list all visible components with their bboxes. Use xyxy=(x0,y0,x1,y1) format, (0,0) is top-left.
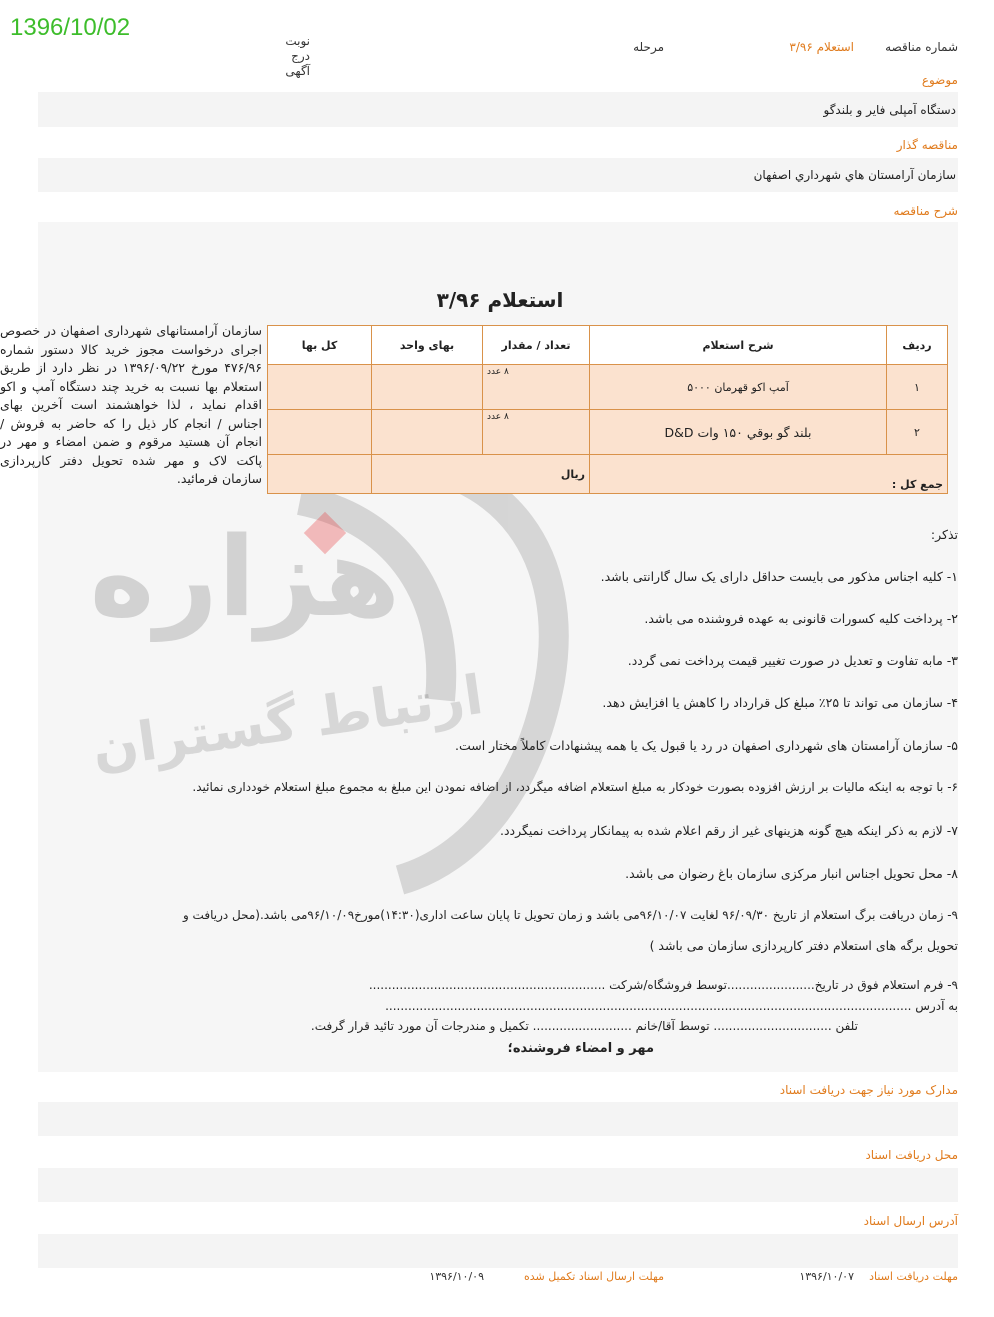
cell-total xyxy=(268,410,372,455)
document-heading: استعلام ۳/۹۶ xyxy=(436,288,564,312)
form-line-phone: تلفن ............................... توسط آقا/خانم .......................... تکمیل و مندرجات آن مورد تائید قرار گرفت. xyxy=(310,1019,858,1033)
cell-quantity: ۸ عدد xyxy=(483,365,590,410)
doc-receive-place-band xyxy=(38,1168,958,1202)
col-total: کل بها xyxy=(268,326,372,365)
required-docs-band xyxy=(38,1102,958,1136)
stage-label: مرحله xyxy=(633,40,664,54)
col-quantity: تعداد / مقدار xyxy=(483,326,590,365)
table-row xyxy=(268,410,948,455)
note-1: ۱- کلیه اجناس مذکور می بایست حداقل دارای یک سال گارانتی باشد. xyxy=(600,569,958,584)
subject-label: موضوع xyxy=(921,73,958,87)
cell-unit-price xyxy=(372,410,483,455)
col-description: شرح استعلام xyxy=(590,326,887,365)
required-docs-label: مدارک مورد نیاز جهت دریافت اسناد xyxy=(779,1083,958,1097)
description-label: شرح مناقصه xyxy=(893,204,958,218)
note-2: ۲- پرداخت کلیه کسورات قانونی به عهده فروشنده می باشد. xyxy=(644,611,958,626)
subject-value: دستگاه آمپلی فایر و بلندگو xyxy=(823,103,956,117)
notes-title: تذکر: xyxy=(930,527,958,542)
sum-total xyxy=(268,455,372,494)
table-sum-row xyxy=(268,455,948,494)
form-line-date: ۹- فرم استعلام فوق در تاریخ.......................توسط فروشگاه/شرکت .............................................................. xyxy=(368,978,958,992)
send-deadline-label: مهلت ارسال اسناد تکمیل شده xyxy=(523,1270,664,1283)
tenderer-band xyxy=(38,158,958,192)
doc-receive-place-label: محل دریافت اسناد xyxy=(865,1148,958,1162)
note-5: ۵- سازمان آرامستان های شهرداری اصفهان در رد یا قبول یک یا همه پیشنهادات کاملاً مختار است. xyxy=(454,738,958,753)
tender-number-value: استعلام ۳/۹۶ xyxy=(789,40,854,54)
note-8: ۸- محل تحویل اجناس انبار مرکزی سازمان باغ رضوان می باشد. xyxy=(625,866,958,881)
receive-deadline-value: ۱۳۹۶/۱۰/۰۷ xyxy=(799,1270,854,1283)
note-4: ۴- سازمان می تواند تا ۲۵٪ مبلغ کل قرارداد را کاهش یا افزایش دهد. xyxy=(602,695,958,710)
table-row xyxy=(268,365,948,410)
sum-currency: ریال xyxy=(372,455,590,494)
items-table xyxy=(267,325,948,494)
tenderer-value: سازمان آرامستان هاي شهرداري اصفهان xyxy=(753,168,956,182)
note-3: ۳- مابه تفاوت و تعدیل در صورت تغییر قیمت پرداخت نمی گردد. xyxy=(627,653,958,668)
col-row: ردیف xyxy=(887,326,948,365)
form-line-address: به آدرس .......................................................................................................................................... xyxy=(385,999,958,1013)
doc-send-address-band xyxy=(38,1234,958,1268)
tender-number-label: شماره مناقصه xyxy=(885,40,958,54)
document-intro: سازمان آرامستانهای شهرداری اصفهان در خصوص اجرای درخواست مجوز خرید کالا دستور شماره ۴۷۶/۹۶ مورخ ۱۳۹۶/۰۹/۲۲ در نظر دارد از طریق استعلام بها نسبت به خرید چند دستگاه آمپ و اکو اقدام نماید ، لذا خواهشمند است آخرین بهای اجناس / انجام کار ذیل را که حاضر به فروش / انجام آن هستید مرقوم و ضمن امضاء و مهر در پاکت لاک و مهر شده تحویل دفتر کارپردازی سازمان فرمائید. xyxy=(0,323,262,486)
col-unit-price: بهای واحد xyxy=(372,326,483,365)
note-6: ۶- با توجه به اینکه مالیات بر ارزش افزوده بصورت خودکار به مبلغ استعلام اضافه میگردد، از اضافه نمودن این مبلغ به مجموع مبلغ استعلام خودداری نمائید. xyxy=(192,780,958,794)
date-stamp: 1396/10/02 xyxy=(10,14,131,41)
cell-description: آمپ اکو قهرمان ۵۰۰۰ xyxy=(590,365,887,410)
subject-band xyxy=(38,92,958,127)
tenderer-label: مناقصه گذار xyxy=(896,138,958,152)
note-9: ۹- زمان دریافت برگ استعلام از تاریخ ۹۶/۰۹/۳۰ لغایت ۹۶/۱۰/۰۷می باشد و زمان تحویل تا پایان ساعت اداری(۱۴:۳۰)مورخ۹۶/۱۰/۰۹می باشد.(محل دریافت و xyxy=(182,908,958,922)
cell-row: ۱ xyxy=(887,365,948,410)
cell-total xyxy=(268,365,372,410)
note-7: ۷- لازم به ذکر اینکه هیچ گونه هزینهای غیر از رقم اعلام شده به پیمانکار پرداخت نمیگردد. xyxy=(499,823,958,838)
note-9-continued: تحویل برگه های استعلام دفتر کارپردازی سازمان می باشد ) xyxy=(649,938,958,953)
cell-row: ۲ xyxy=(887,410,948,455)
sum-label: جمع کل : xyxy=(590,455,948,494)
cell-quantity: ۸ عدد xyxy=(483,410,590,455)
ad-turn-label: نوبت درج آگهی xyxy=(285,34,310,78)
table-header-row xyxy=(268,326,948,365)
send-deadline-value: ۱۳۹۶/۱۰/۰۹ xyxy=(429,1270,484,1283)
doc-send-address-label: آدرس ارسال اسناد xyxy=(863,1214,958,1228)
receive-deadline-label: مهلت دریافت اسناد xyxy=(869,1270,958,1283)
cell-description: بلند گو بوقي ۱۵۰ وات D&D xyxy=(590,410,887,455)
seller-seal: مهر و امضاء فروشنده؛ xyxy=(507,1041,654,1056)
cell-unit-price xyxy=(372,365,483,410)
